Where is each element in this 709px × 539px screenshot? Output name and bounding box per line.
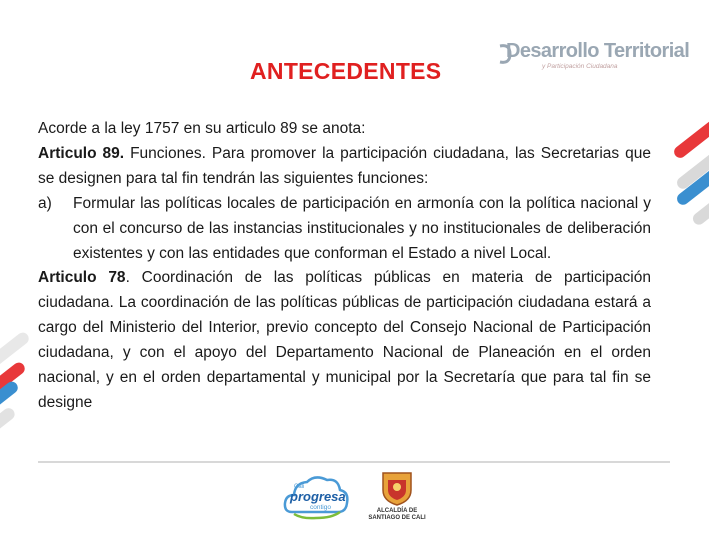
coat-of-arms-icon [380,470,414,506]
article-78-label: Articulo 78 [38,269,126,287]
decorative-stripe [672,108,709,161]
article-78-text: . Coordinación de las políticas públicas en materia de participación ciudadana. La coordinación de las políticas públicas de participación ciudadana estará a cargo del Ministerio del Interior, previo concepto del Consejo Nacional de Participación ciudadana, y con el apoyo del Departamento Nacional de Planeación en el orden nacional, y en el orden departamental y municipal por la Secretaría que para tal fin se designe [38,269,651,411]
article-78 [38,266,651,415]
article-89 [38,142,651,192]
logo-sub-text: y Participación Ciudadana [542,63,618,70]
list-item [38,192,651,267]
cali-small-text: Cali [294,484,305,490]
cali-main-text: progresa [290,489,346,504]
desarrollo-territorial-logo [498,36,693,76]
list-marker: a) [38,194,52,212]
body-text [38,117,651,416]
intro-line: Acorde a la ley 1757 en su articulo 89 se anota: [38,120,366,137]
decorative-stripe [0,406,17,443]
list-item-text: Formular las políticas locales de participación en armonía con la política nacional y con el concurso de las instancias institucionales y no institucionales de deliberación existentes y con las entidades que conforman el Estado a nivel Local. [73,194,651,262]
cali-sub-text: contigo [310,504,331,511]
article-89-label: Articulo 89. [38,144,125,162]
logo-main-text: Desarrollo Territorial [506,40,690,62]
footer-divider [38,461,670,463]
alcaldia-line1: ALCALDÍA DE [376,508,418,514]
cali-progresa-logo [282,472,350,524]
alcaldia-line2: SANTIAGO DE CALI [368,515,426,521]
page-title: ANTECEDENTES [250,58,442,84]
article-89-text: Funciones. Para promover la participación ciudadana, las Secretarias que se designen para tal fin tendrán las siguientes funciones: [38,144,651,187]
alcaldia-logo [362,470,432,530]
